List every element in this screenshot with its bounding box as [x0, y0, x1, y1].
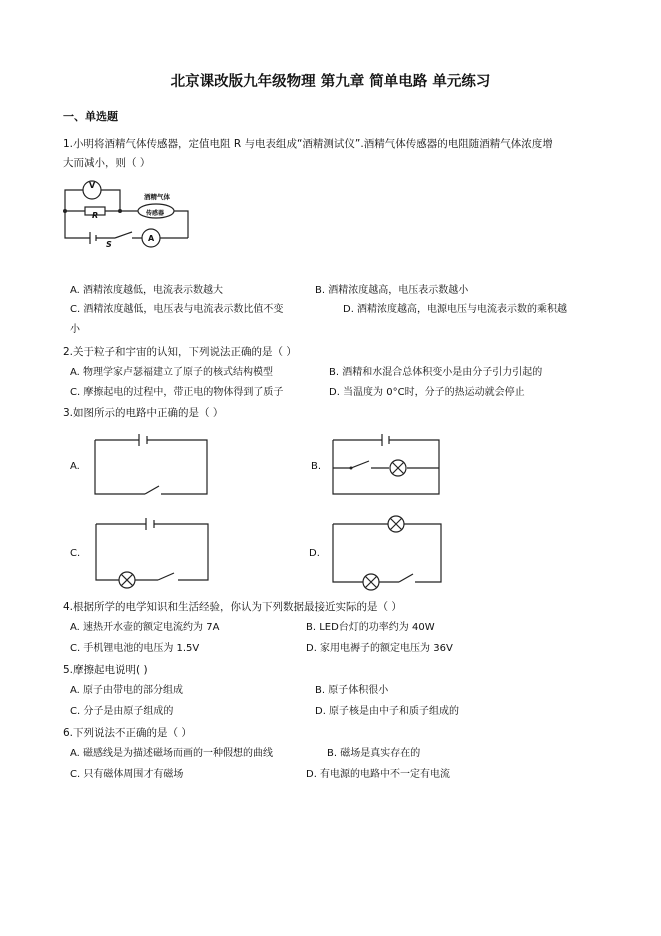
q3-option-a[interactable]: A. — [70, 461, 80, 472]
q6-option-a[interactable]: A. 磁感线是为描述磁场而画的一种假想的曲线 — [70, 748, 274, 759]
q1-switch-label: S — [106, 240, 112, 249]
q6-stem: 6.下列说法不正确的是（ ） — [63, 727, 192, 739]
q2-option-b[interactable]: B. 酒精和水混合总体积变小是由分子引力引起的 — [329, 367, 543, 378]
q5-option-b[interactable]: B. 原子体积很小 — [315, 685, 389, 696]
q5-stem: 5.摩擦起电说明( ) — [63, 664, 148, 676]
q3-option-c[interactable]: C. — [70, 548, 81, 559]
page-title: 北京课改版九年级物理 第九章 简单电路 单元练习 — [170, 74, 491, 90]
q2-option-a[interactable]: A. 物理学家卢瑟福建立了原子的核式结构模型 — [70, 367, 274, 378]
q2-option-c[interactable]: C. 摩擦起电的过程中，带正电的物体得到了质子 — [70, 387, 284, 398]
q6-option-b[interactable]: B. 磁场是真实存在的 — [327, 748, 421, 759]
q1-option-d-cont: 小 — [70, 324, 80, 335]
q3-circuit-d — [333, 512, 441, 586]
q1-voltmeter-label: V — [89, 181, 96, 190]
q4-option-b[interactable]: B. LED台灯的功率约为 40W — [306, 622, 435, 633]
q4-option-a[interactable]: A. 速热开水壶的额定电流约为 7A — [70, 622, 220, 633]
section-heading: 一、单选题 — [63, 110, 118, 123]
q5-option-c[interactable]: C. 分子是由原子组成的 — [70, 706, 174, 717]
q3-option-b[interactable]: B. — [311, 461, 322, 472]
q6-option-d[interactable]: D. 有电源的电路中不一定有电流 — [306, 769, 451, 780]
q1-option-b[interactable]: B. 酒精浓度越高，电压表示数越小 — [315, 285, 469, 296]
q3-stem: 3.如图所示的电路中正确的是（ ） — [63, 407, 224, 419]
q1-ammeter-label: A — [148, 234, 155, 243]
q2-option-d[interactable]: D. 当温度为 0°C时，分子的热运动就会停止 — [329, 387, 525, 398]
q6-option-c[interactable]: C. 只有磁体周围才有磁场 — [70, 769, 184, 780]
q2-stem: 2.关于粒子和宇宙的认知，下列说法正确的是（ ） — [63, 346, 297, 358]
q5-option-a[interactable]: A. 原子由带电的部分组成 — [70, 685, 184, 696]
q1-stem-line2: 大而减小，则（ ） — [63, 157, 151, 169]
q3-circuit-a — [95, 432, 207, 497]
q1-option-d[interactable]: D. 酒精浓度越高，电源电压与电流表示数的乘积越 — [343, 304, 568, 315]
q1-stem-line1: 1.小明将酒精气体传感器，定值电阻 R 与电表组成“酒精测试仪”.酒精气体传感器的电阻随酒精气体浓度增 — [63, 138, 553, 150]
q1-sensor-label-2: 传感器 — [146, 210, 165, 217]
q4-option-c[interactable]: C. 手机锂电池的电压为 1.5V — [70, 643, 200, 654]
q3-circuit-b — [333, 432, 439, 497]
q5-option-d[interactable]: D. 原子核是由中子和质子组成的 — [315, 706, 460, 717]
q1-resistor-label: R — [92, 211, 99, 220]
q1-option-a[interactable]: A. 酒精浓度越低，电流表示数越大 — [70, 285, 224, 296]
q3-circuit-c — [96, 516, 208, 586]
q4-option-d[interactable]: D. 家用电褥子的额定电压为 36V — [306, 643, 453, 654]
q1-option-c[interactable]: C. 酒精浓度越低，电压表与电流表示数比值不变 — [70, 304, 284, 315]
q1-circuit-figure — [60, 178, 200, 253]
q1-sensor-label-1: 酒精气体 — [144, 193, 170, 201]
q3-option-d[interactable]: D. — [309, 548, 320, 559]
q4-stem: 4.根据所学的电学知识和生活经验，你认为下列数据最接近实际的是（ ） — [63, 601, 402, 613]
